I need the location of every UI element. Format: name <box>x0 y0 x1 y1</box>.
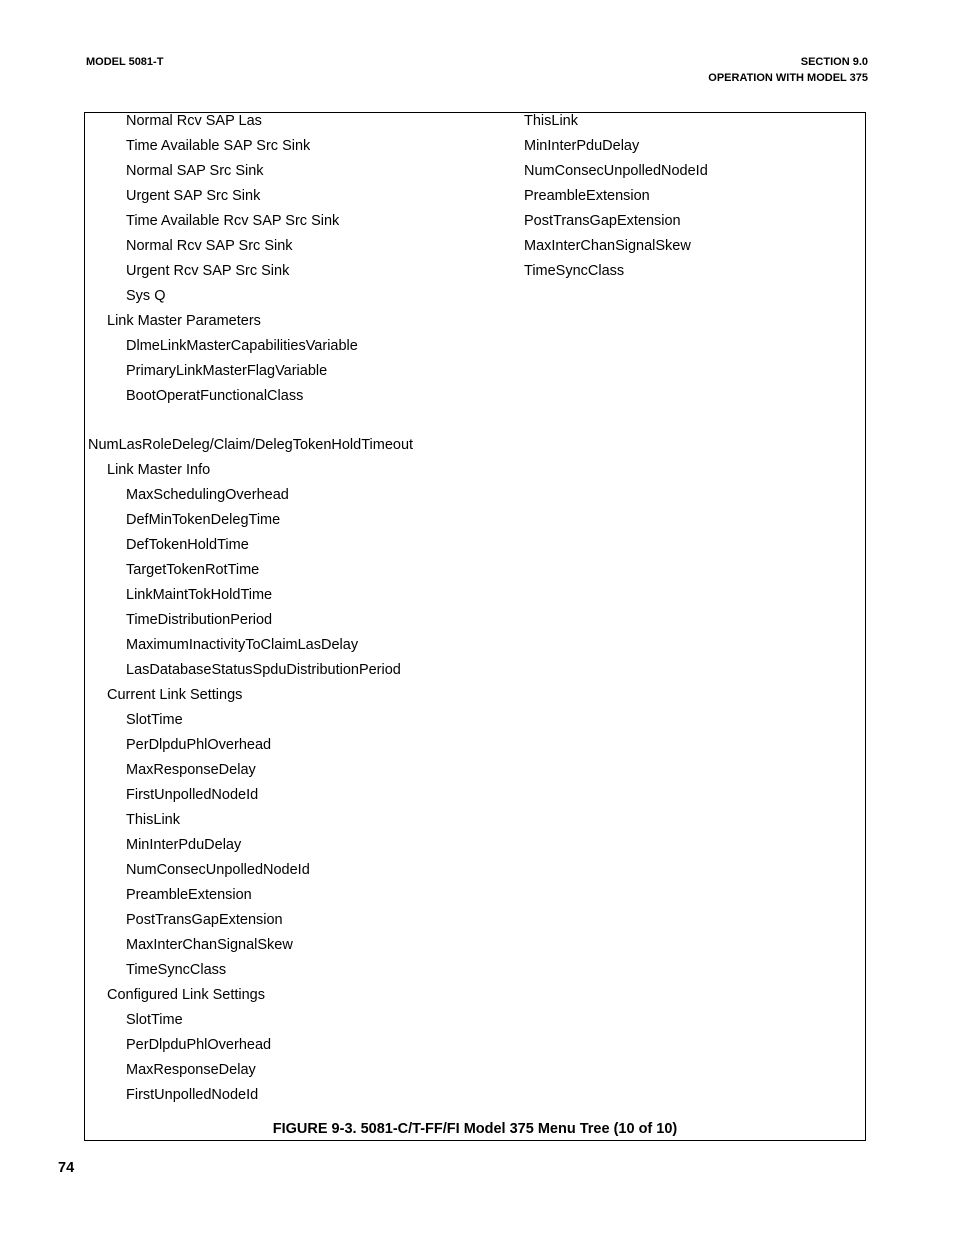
menu-tree-item: PostTransGapExtension <box>524 213 681 229</box>
menu-tree-item: PreambleExtension <box>126 887 252 903</box>
menu-tree-item: FirstUnpolledNodeId <box>126 787 259 803</box>
menu-tree-item: Time Available Rcv SAP Src Sink <box>126 213 340 229</box>
menu-tree-item: FirstUnpolledNodeId <box>126 1087 259 1103</box>
figure-caption: FIGURE 9-3. 5081-C/T-FF/FI Model 375 Menu Tree (10 of 10) <box>272 1121 678 1137</box>
menu-tree-item: SlotTime <box>126 1012 183 1028</box>
menu-tree-item: MinInterPduDelay <box>126 837 242 853</box>
menu-tree-item: Link Master Parameters <box>107 313 261 329</box>
menu-tree-item: MaxResponseDelay <box>126 762 256 778</box>
menu-tree-item: Urgent Rcv SAP Src Sink <box>126 263 290 279</box>
menu-tree-item: MaxSchedulingOverhead <box>126 487 289 503</box>
menu-tree-item: Current Link Settings <box>107 687 243 703</box>
menu-tree-left-column <box>85 113 525 1112</box>
section-number: SECTION 9.0 <box>800 56 868 68</box>
menu-tree-item: MaximumInactivityToClaimLasDelay <box>126 637 359 653</box>
menu-tree-item: Time Available SAP Src Sink <box>126 138 311 154</box>
menu-tree-item: DlmeLinkMasterCapabilitiesVariable <box>126 338 358 354</box>
menu-tree-item: PostTransGapExtension <box>126 912 283 928</box>
menu-tree-item: LasDatabaseStatusSpduDistributionPeriod <box>126 662 401 678</box>
menu-tree-item: PerDlpduPhlOverhead <box>126 737 272 753</box>
menu-tree-item: MaxResponseDelay <box>126 1062 256 1078</box>
menu-tree-item: MaxInterChanSignalSkew <box>524 238 691 254</box>
menu-tree-item: NumConsecUnpolledNodeId <box>126 862 310 878</box>
menu-tree-item: DefMinTokenDelegTime <box>126 512 281 528</box>
running-header-model: MODEL 5081-T <box>86 56 164 68</box>
menu-tree-item: DefTokenHoldTime <box>126 537 249 553</box>
menu-tree-figure <box>84 112 866 1141</box>
menu-tree-item: Link Master Info <box>107 462 211 478</box>
menu-tree-item: MaxInterChanSignalSkew <box>126 937 293 953</box>
menu-tree-item: Configured Link Settings <box>107 987 265 1003</box>
menu-tree-item: TimeSyncClass <box>524 263 625 279</box>
page-number: 74 <box>58 1160 75 1176</box>
menu-tree-item: TimeSyncClass <box>126 962 227 978</box>
menu-tree-item: SlotTime <box>126 712 183 728</box>
running-header-section <box>708 54 868 86</box>
menu-tree-item: LinkMaintTokHoldTime <box>126 587 273 603</box>
menu-tree-item: ThisLink <box>126 812 180 828</box>
menu-tree-item: PerDlpduPhlOverhead <box>126 1037 272 1053</box>
menu-tree-item: Urgent SAP Src Sink <box>126 188 261 204</box>
menu-tree-item: Normal Rcv SAP Las <box>126 113 262 129</box>
blank-spacer <box>85 413 525 437</box>
menu-tree-item: Normal SAP Src Sink <box>126 163 264 179</box>
menu-tree-item: BootOperatFunctionalClass <box>126 388 304 404</box>
menu-tree-item: PreambleExtension <box>524 188 650 204</box>
menu-tree-item: MinInterPduDelay <box>524 138 640 154</box>
menu-tree-right-column <box>524 113 864 288</box>
menu-tree-item: ThisLink <box>524 113 578 129</box>
menu-tree-item: TargetTokenRotTime <box>126 562 260 578</box>
menu-tree-item: Sys Q <box>126 288 166 304</box>
section-title: OPERATION WITH MODEL 375 <box>708 72 868 84</box>
menu-tree-item: TimeDistributionPeriod <box>126 612 273 628</box>
menu-tree-item: Normal Rcv SAP Src Sink <box>126 238 293 254</box>
menu-tree-item: NumConsecUnpolledNodeId <box>524 163 708 179</box>
menu-tree-item: NumLasRoleDeleg/Claim/DelegTokenHoldTimeout <box>88 437 414 453</box>
menu-tree-item: PrimaryLinkMasterFlagVariable <box>126 363 328 379</box>
